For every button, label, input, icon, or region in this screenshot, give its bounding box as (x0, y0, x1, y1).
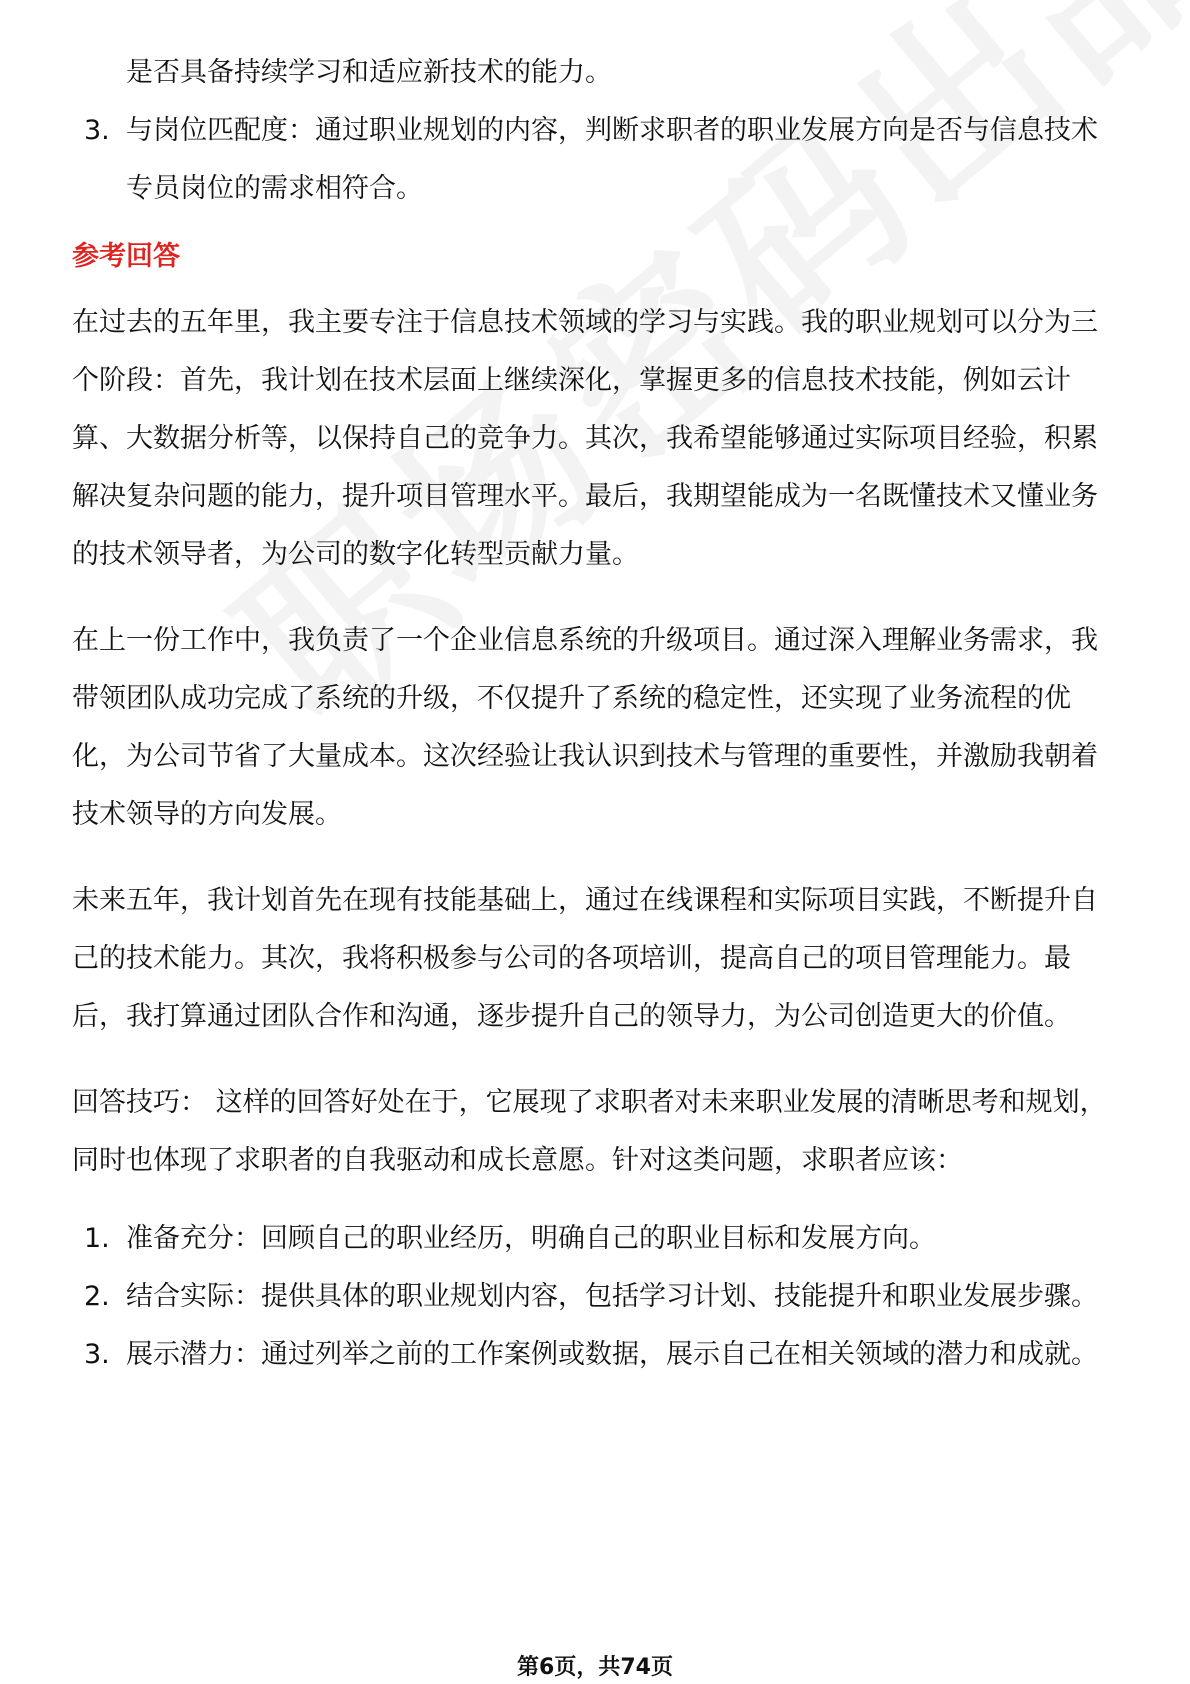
list-item-text: 与岗位匹配度：通过职业规划的内容，判断求职者的职业发展方向是否与信息技术专员岗位的需求相符合。 (126, 115, 1098, 204)
list-item-text: 展示潜力：通过列举之前的工作案例或数据，展示自己在相关领域的潜力和成就。 (126, 1339, 1098, 1370)
list-item-continuation: 是否具备持续学习和适应新技术的能力。 (126, 57, 612, 88)
answer-paragraph: 在过去的五年里，我主要专注于信息技术领域的学习与实践。我的职业规划可以分为三个阶段：首先，我计划在技术层面上继续深化，掌握更多的信息技术技能，例如云计算、大数据分析等，以保持自己的竞争力。其次，我希望能够通过实际项目经验，积累解决复杂问题的能力，提升项目管理水平。最后，我期望能成为一名既懂技术又懂业务的技术领导者，为公司的数字化转型贡献力量。 (72, 307, 1098, 570)
page-content (72, 44, 1122, 1384)
tips-list-item (72, 1326, 1122, 1384)
answer-paragraph: 在上一份工作中，我负责了一个企业信息系统的升级项目。通过深入理解业务需求，我带领团队成功完成了系统的升级，不仅提升了系统的稳定性，还实现了业务流程的优化，为公司节省了大量成本。这次经验让我认识到技术与管理的重要性，并激励我朝着技术领导的方向发展。 (72, 625, 1098, 830)
tips-intro-paragraph: 回答技巧： 这样的回答好处在于，它展现了求职者对未来职业发展的清晰思考和规划，同时也体现了求职者的自我驱动和成长意愿。针对这类问题，求职者应该： (72, 1087, 1107, 1176)
section-heading: 参考回答 (72, 241, 180, 272)
tips-list-item (72, 1268, 1122, 1326)
answer-paragraph: 未来五年，我计划首先在现有技能基础上，通过在线课程和实际项目实践，不断提升自己的技术能力。其次，我将积极参与公司的各项培训，提高自己的项目管理能力。最后，我打算通过团队合作和沟通，逐步提升自己的领导力，为公司创造更大的价值。 (72, 885, 1098, 1032)
list-number: 3. (84, 1339, 110, 1370)
tips-list-item (72, 1210, 1122, 1268)
list-item-text: 结合实际：提供具体的职业规划内容，包括学习计划、技能提升和职业发展步骤。 (126, 1281, 1098, 1312)
list-number: 3. (84, 115, 110, 146)
page-footer: 第6页，共74页 (517, 1655, 673, 1680)
list-number: 2. (84, 1281, 110, 1312)
list-item-text: 准备充分：回顾自己的职业经历，明确自己的职业目标和发展方向。 (126, 1223, 936, 1254)
criteria-list-item (72, 102, 1122, 218)
list-number: 1. (84, 1223, 110, 1254)
